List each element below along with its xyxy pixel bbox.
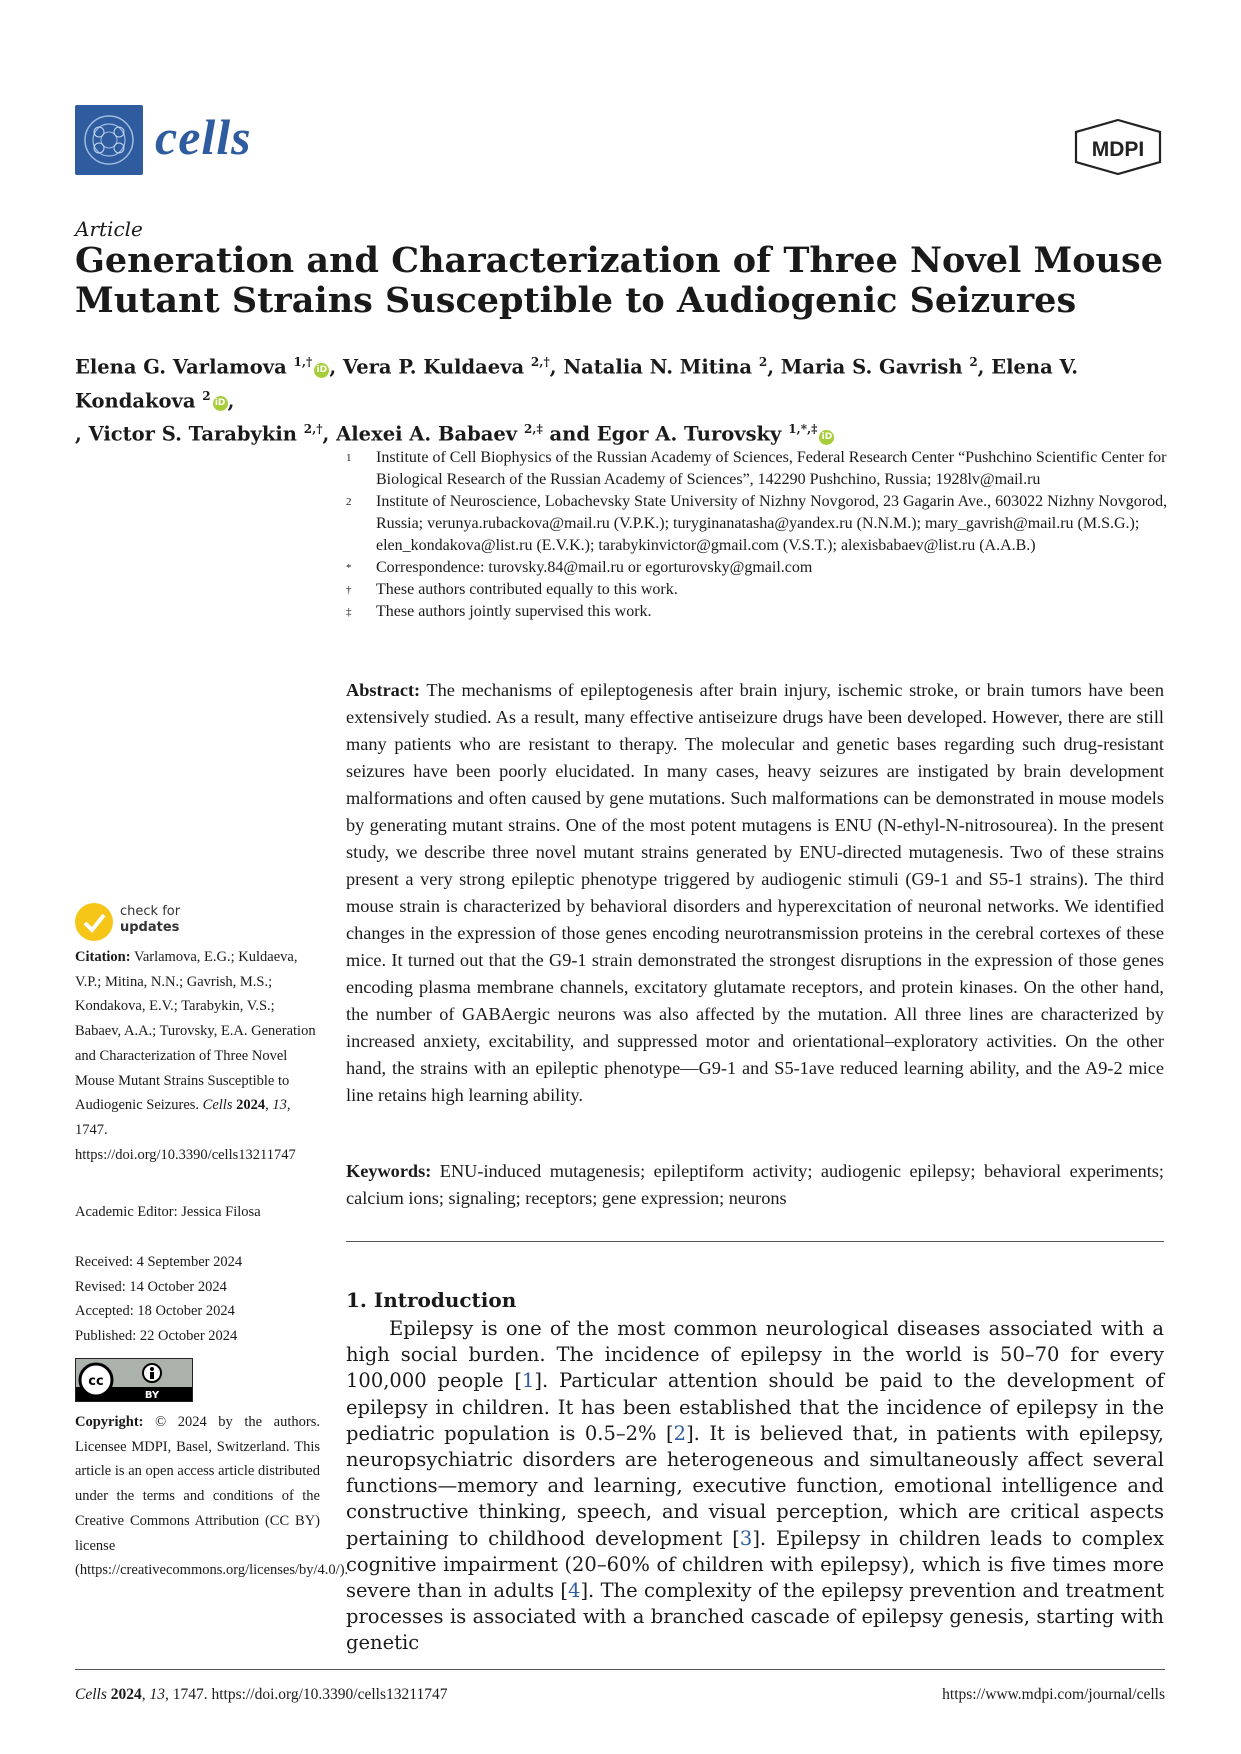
footer-divider: [75, 1669, 1165, 1670]
article-title: Generation and Characterization of Three Novel Mouse Mutant Strains Susceptible to Audiogenic Seizures: [75, 240, 1163, 321]
author-name[interactable]: Elena V. Kondakova: [75, 355, 1079, 412]
affiliation-item: [346, 491, 1176, 557]
author-affiliation-marker: 2: [758, 355, 768, 369]
author-affiliation-marker: 2: [202, 388, 211, 403]
section-divider: [346, 1241, 1164, 1242]
affiliation-item: [346, 557, 1176, 579]
author-name[interactable]: Natalia N. Mitina: [563, 355, 753, 379]
citation-block: Citation: Varlamova, E.G.; Kuldaeva, V.P.; Mitina, N.N.; Gavrish, M.S.; Kondakova, E.V.; Tarabykin, V.S.; Babaev, A.A.; Turovsky, E.A. Generation and Characterization of Three Novel Mouse Mutant Strains Susceptible to Audiogenic Seizures. Cells 2024, 13, 1747. https://doi.org/10.3390/cells13211747: [75, 949, 316, 1163]
abstract-text: The mechanisms of epileptogenesis after brain injury, ischemic stroke, or brain tumors have been extensively studied. As a result, many effective antiseizure drugs have been developed. However, there are still many patients who are resistant to therapy. The molecular and genetic bases regarding such drug-resistant seizures have been poorly elucidated. In many cases, heavy seizures are instigated by brain development malformations and often caused by gene mutations. Such malformations can be demonstrated in mouse models by generating mutant strains. One of the most potent mutagens is ENU (N-ethyl-N-nitrosourea). In the present study, we describe three novel mutant strains generated by ENU-directed mutagenesis. Two of these strains present a very strong epileptic phenotype triggered by audiogenic stimuli (G9-1 and S5-1 strains). The third mouse strain is characterized by behavioral disorders and hyperexcitation of neuronal networks. We identified changes in the expression of those genes encoding neurotransmission proteins in the cerebral cortexes of these mice. It turned out that the G9-1 strain demonstrated the strongest disruptions in the expression of those genes encoding plasma membrane channels, excitatory glutamate receptors, and protein kinases. On the other hand, the number of GABAergic neurons was also affected by the mutation. All three lines are characterized by increased anxiety, excitability, and suppressed motor and orientational–exploratory activities. On the other hand, the strains with an epileptic phenotype—G9-1 and S5-1ave reduced learning ability, and the A9-2 mice line retains high learning ability.: [346, 680, 1164, 1105]
author-affiliation-marker: 2,‡: [523, 422, 543, 436]
footer-citation: Cells 2024, 13, 1747. https://doi.org/10.3390/cells13211747: [75, 1686, 448, 1703]
journal-name[interactable]: cells: [155, 109, 252, 165]
journal-logo: [75, 105, 143, 175]
dates-block: [75, 1250, 320, 1349]
affiliation-text: Institute of Cell Biophysics of the Russian Academy of Sciences, Federal Research Center “Pushchino Scientific Center for Biological Research of the Russian Academy of Sciences”, 142290 Pushchino, Russia; 1928lv@mail.ru: [376, 449, 1167, 488]
orcid-icon[interactable]: iD: [819, 430, 834, 445]
affiliation-item: [346, 447, 1176, 491]
citation-link[interactable]: 1: [521, 1369, 535, 1393]
author-name[interactable]: Alexei A. Babaev: [336, 422, 518, 446]
publisher-name: MDPI: [1091, 138, 1145, 161]
footer-journal-url[interactable]: https://www.mdpi.com/journal/cells: [942, 1686, 1165, 1703]
citation-label: Citation:: [75, 949, 131, 965]
author-list: Elena G. Varlamova $^{1,\dagger}$iD , Vera P. Kuldaeva $^{2,\dagger}$, Natalia N. Mitina $^2$, Maria S. Gavrish $^2$, Elena V. Kondakova $^2$iD , , Victor S. Tarabykin $^{2,\dagger}$, Alexei A. Babaev $^{2,\ddagger}$ and Egor A. Turovsky $^{1,*,\ddagger}$iD: [75, 355, 1079, 446]
cc-by-license-badge[interactable]: [75, 1358, 193, 1402]
abstract-label: Abstract:: [346, 680, 421, 700]
author-name[interactable]: Vera P. Kuldaeva: [342, 355, 525, 379]
citation-link[interactable]: 2: [673, 1421, 687, 1445]
copyright-block: Copyright: © 2024 by the authors. Licensee MDPI, Basel, Switzerland. This article is an open access article distributed under the terms and conditions of the Creative Commons Attribution (CC BY) license (https://creativecommons.org/licenses/by/4.0/).: [75, 1414, 349, 1579]
academic-editor: Academic Editor: Jessica Filosa: [75, 1204, 261, 1220]
author-affiliation-marker: 2,†: [303, 422, 323, 436]
article-type: Article: [75, 217, 143, 241]
affiliation-marker: †: [346, 584, 352, 596]
citation-link[interactable]: 3: [739, 1526, 753, 1550]
affiliation-marker: *: [346, 562, 352, 574]
affiliation-marker: 1: [346, 452, 352, 464]
citation-link[interactable]: 4: [568, 1579, 581, 1603]
cc-icon: cc: [88, 1374, 104, 1389]
check-for-updates-badge[interactable]: [75, 903, 195, 943]
orcid-icon[interactable]: iD: [314, 363, 329, 378]
affiliation-item: [346, 601, 1176, 623]
footer-doi-link[interactable]: 1747. https://doi.org/10.3390/cells13211747: [172, 1686, 448, 1703]
affiliation-text: Correspondence: turovsky.84@mail.ru or egorturovsky@gmail.com: [376, 559, 813, 576]
author-name[interactable]: Victor S. Tarabykin: [88, 422, 297, 446]
affiliations: [346, 447, 1176, 623]
cells-logo-icon: [75, 105, 143, 175]
date-revised: Revised: 14 October 2024: [75, 1278, 227, 1295]
author-affiliation-marker: 1,†: [293, 355, 313, 369]
updates-label: updates: [120, 920, 180, 935]
abstract: [346, 677, 1164, 1109]
author-name[interactable]: Maria S. Gavrish: [780, 355, 963, 379]
section-heading: 1. Introduction: [346, 1288, 517, 1312]
date-published: Published: 22 October 2024: [75, 1328, 238, 1345]
citation-doi[interactable]: 1747. https://doi.org/10.3390/cells13211747: [75, 1121, 296, 1163]
orcid-icon[interactable]: iD: [213, 396, 228, 411]
affiliation-text: These authors contributed equally to this work.: [376, 581, 678, 598]
author-name[interactable]: Elena G. Varlamova: [75, 355, 287, 379]
author-name[interactable]: Egor A. Turovsky: [596, 422, 782, 446]
affiliation-item: [346, 579, 1176, 601]
by-label: BY: [144, 1390, 160, 1401]
publisher-logo[interactable]: [1072, 118, 1164, 176]
affiliation-text: Institute of Neuroscience, Lobachevsky State University of Nizhny Novgorod, 23 Gagarin Ave., 603022 Nizhny Novgorod, Russia; verunya.rubackova@mail.ru (V.P.K.); turyginanatasha@yandex.ru (N.N.M.); mary_gavrish@mail.ru (M.S.G.); elen_kondakova@list.ru (E.V.K.); tarabykinvictor@gmail.com (V.S.T.); alexisbabaev@list.ru (A.A.B.): [376, 493, 1168, 554]
check-icon: [75, 903, 113, 941]
date-received: Received: 4 September 2024: [75, 1254, 243, 1270]
keywords: [346, 1158, 1164, 1212]
author-affiliation-marker: 2,†: [530, 355, 550, 369]
check-label: check for: [120, 904, 181, 919]
author-affiliation-marker: 1,*,‡: [788, 422, 818, 436]
keywords-label: Keywords:: [346, 1161, 432, 1181]
affiliation-marker: ‡: [346, 606, 352, 618]
copyright-label: Copyright:: [75, 1414, 144, 1430]
keywords-text: ENU-induced mutagenesis; epileptiform activity; audiogenic epilepsy; behavioral experiments; calcium ions; signaling; receptors; gene expression; neurons: [346, 1161, 1164, 1208]
date-accepted: Accepted: 18 October 2024: [75, 1303, 235, 1320]
affiliation-marker: 2: [346, 496, 352, 508]
author-affiliation-marker: 2: [969, 355, 978, 369]
introduction-text: Epilepsy is one of the most common neurological diseases associated with a high social burden. The incidence of epilepsy in the world is 50–70 for every 100,000 people [1]. Particular attention should be paid to the development of epilepsy in children. It has been established that the incidence of epilepsy in the pediatric population is 0.5–2% [2]. It is believed that, in patients with epilepsy, neuropsychiatric disorders are heterogeneous and simultaneously affect several functions—memory and learning, executive function, emotional intelligence and constructive thinking, speech, and visual perception, which are critical aspects pertaining to childhood development [3]. Epilepsy in children leads to complex cognitive impairment (20–60% of children with epilepsy), which is five times more severe than in adults [4]. The complexity of the epilepsy prevention and treatment processes is associated with a branched cascade of epilepsy genesis, starting with genetic: [346, 1317, 1165, 1655]
affiliation-text: These authors jointly supervised this work.: [376, 603, 652, 620]
